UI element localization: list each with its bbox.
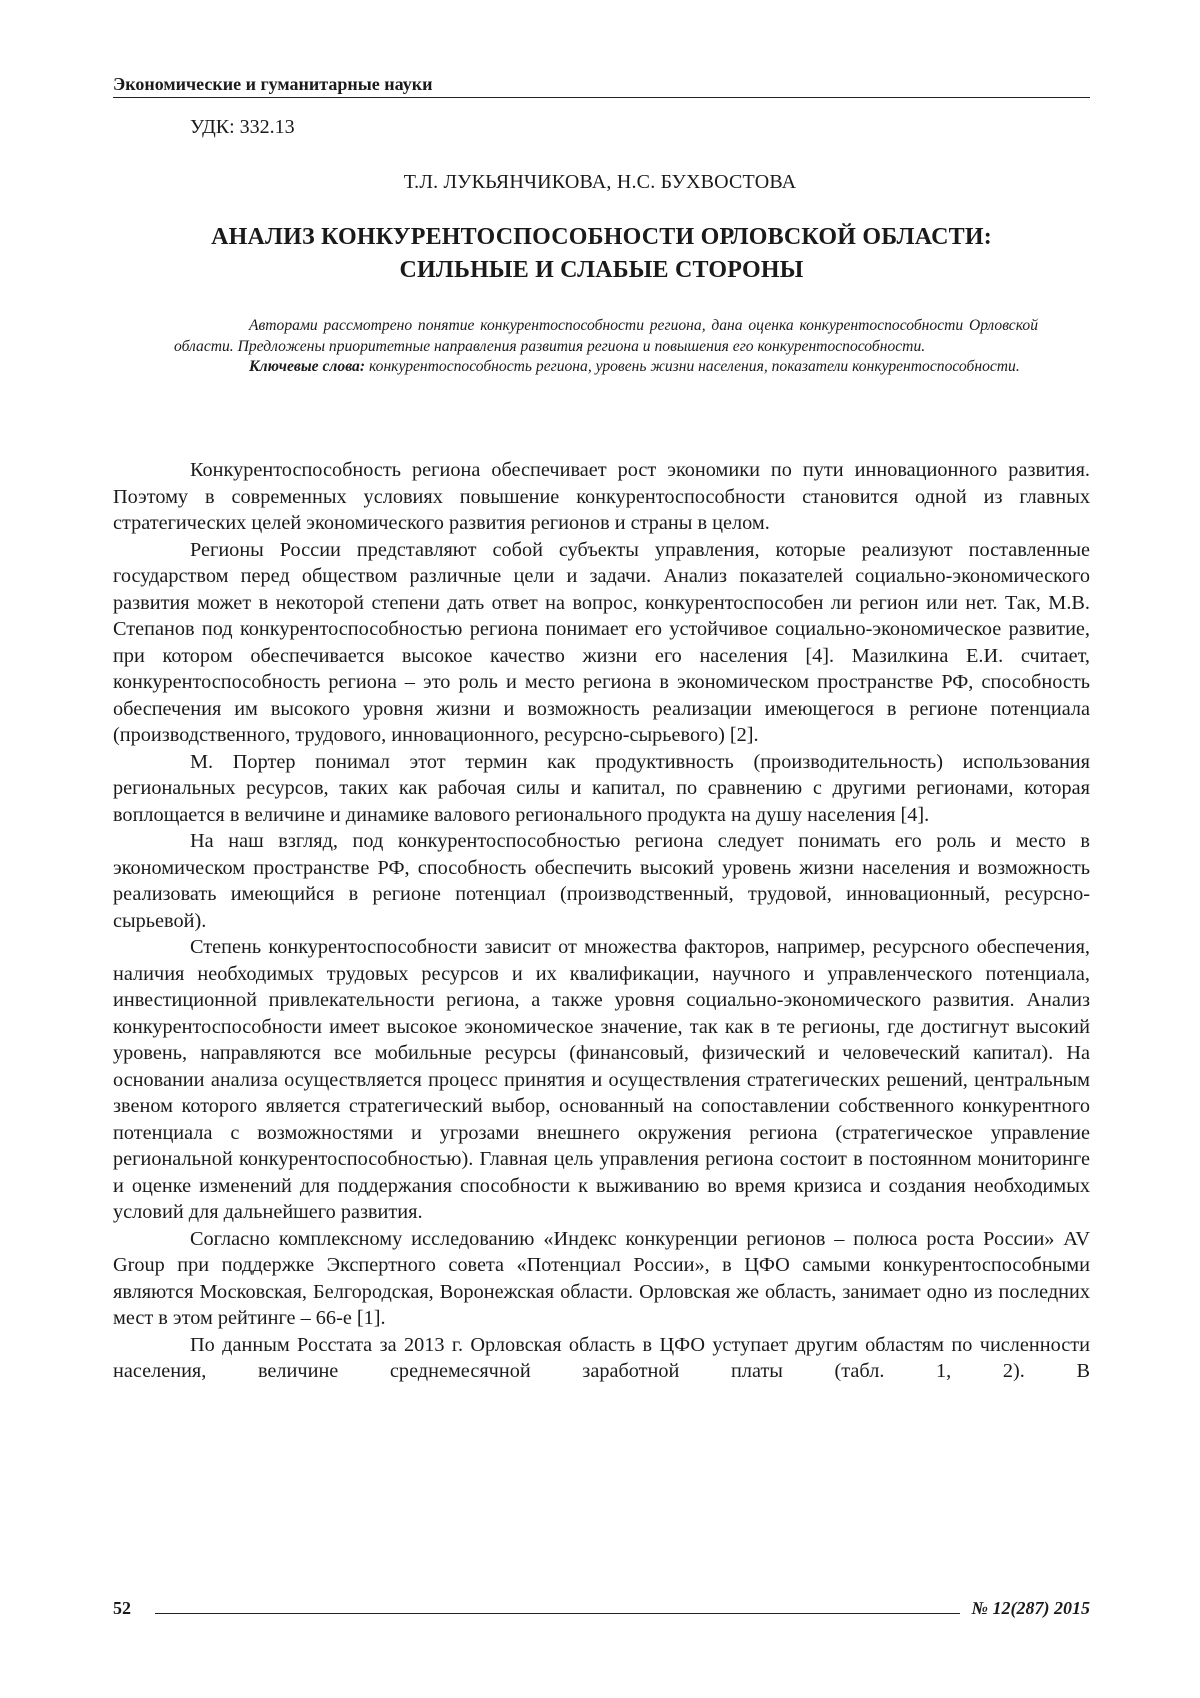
paragraph-2: Регионы России представляют собой субъекты управления, которые реализуют поставленные государством перед обществом различные цели и задачи. Анализ показателей социально-экономического развития может в некоторой степени дать ответ на вопрос, конкурентоспособен ли регион или нет. Так, М.В. Степанов под конкурентоспособностью региона понимает его устойчивое социально-экономическое развитие, при котором обеспечивается высокое качество жизни его населения [4]. Мазилкина Е.И. считает, конкурентоспособность региона – это роль и место региона в экономическом пространстве РФ, способность обеспечения им высокого уровня жизни и возможность реализации имеющегося в регионе потенциала (производственного, трудового, инновационного, ресурсно-сырьевого) [2]. [113, 538, 1090, 746]
running-header [113, 74, 1090, 98]
abstract [174, 316, 1038, 378]
journal-section: Экономические и гуманитарные науки [113, 74, 433, 94]
abstract-text: Авторами рассмотрено понятие конкурентоспособности региона, дана оценка конкурентоспособности Орловской области. Предложены приоритетные направления развития региона и повышения его конкурентоспособности. [174, 317, 1038, 355]
title-line-1: АНАЛИЗ КОНКУРЕНТОСПОСОБНОСТИ ОРЛОВСКОЙ ОБЛАСТИ: [211, 224, 992, 250]
keywords [174, 357, 1038, 378]
article-body [113, 457, 1090, 1385]
paragraph-3: М. Портер понимал этот термин как продуктивность (производительность) использования региональных ресурсов, таких как рабочая силы и капитал, по сравнению с другими регионами, которая воплощается в величине и динамике валового регионального продукта на душу населения [4]. [113, 750, 1090, 826]
article-title [113, 221, 1090, 287]
page-footer [113, 1591, 1090, 1619]
paragraph-6: Согласно комплексному исследованию «Индекс конкуренции регионов – полюса роста России» AV Group при поддержке Экспертного совета «Потенциал России», в ЦФО самыми конкурентоспособными являются Московская, Белгородская, Воронежская области. Орловская же область, занимает одно из последних мест в этом рейтинге – 66-е [1]. [113, 1227, 1090, 1329]
keywords-label: Ключевые слова: [249, 358, 366, 376]
title-line-2: СИЛЬНЫЕ И СЛАБЫЕ СТОРОНЫ [399, 257, 804, 283]
article-authors: Т.Л. ЛУКЬЯНЧИКОВА, Н.С. БУХВОСТОВА [403, 171, 797, 193]
paragraph-7: По данным Росстата за 2013 г. Орловская область в ЦФО уступает другим областям по численности населения, величине среднемесячной заработной платы (табл. 1, 2). В [113, 1333, 1090, 1382]
page-number: 52 [113, 1598, 131, 1618]
udk-code: УДК: 332.13 [190, 116, 295, 138]
paragraph-5: Степень конкурентоспособности зависит от множества факторов, например, ресурсного обеспечения, наличия необходимых трудовых ресурсов и их квалификации, научного и управленческого потенциала, инвестиционной привлекательности региона, а также уровня социально-экономического развития. Анализ конкурентоспособности имеет высокое экономическое значение, так как в те регионы, где достигнут высокий уровень, направляются все мобильные ресурсы (финансовый, физический и человеческий капитал). На основании анализа осуществляется процесс принятия и осуществления стратегических решений, центральным звеном которого является стратегический выбор, основанный на сопоставлении собственного конкурентного потенциала с возможностями и угрозами внешнего окружения региона (стратегическое управление региональной конкурентоспособностью). Главная цель управления региона состоит в постоянном мониторинге и оценке изменений для поддержания способности к выживанию во время кризиса и создания необходимых условий для дальнейшего развития. [113, 936, 1090, 1223]
issue-number: № 12(287) 2015 [971, 1598, 1090, 1618]
footer-rule [155, 1613, 960, 1614]
paragraph-1: Конкурентоспособность региона обеспечивает рост экономики по пути инновационного развития. Поэтому в современных условиях повышение конкурентоспособности становится одной из главных стратегических целей экономического развития регионов и страны в целом. [113, 459, 1090, 534]
paragraph-4: На наш взгляд, под конкурентоспособностью региона следует понимать его роль и место в экономическом пространстве РФ, способность обеспечить высокий уровень жизни населения и возможность реализовать имеющийся в регионе потенциал (производственный, трудовой, инновационный, ресурсно-сырьевой). [113, 830, 1090, 932]
keywords-list: конкурентоспособность региона, уровень жизни населения, показатели конкурентоспособности. [365, 358, 1020, 376]
